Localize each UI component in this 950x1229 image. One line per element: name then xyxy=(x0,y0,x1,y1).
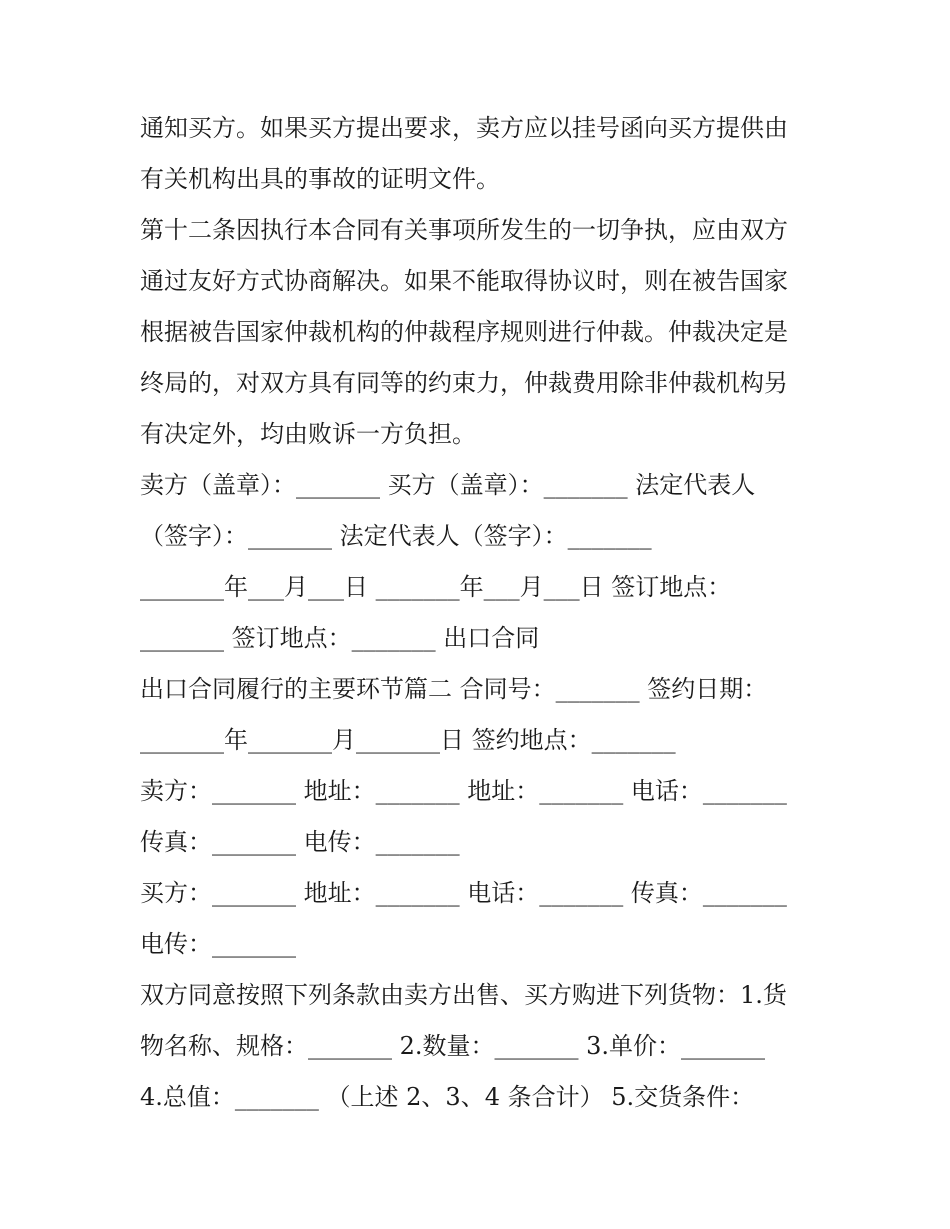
text-line: 电传：_______ xyxy=(140,930,296,958)
text-line: 根据被告国家仲裁机构的仲裁程序规则进行仲裁。仲裁决定是 xyxy=(140,318,788,346)
text-line: 第十二条因执行本合同有关事项所发生的一切争执，应由双方 xyxy=(140,216,788,244)
text-line: 卖方（盖章）：_______ 买方（盖章）：_______ 法定代表人 xyxy=(140,471,756,499)
text-line: _______年_______月_______日 签约地点：_______ xyxy=(140,726,676,754)
text-line: （签字）：_______ 法定代表人（签字）：_______ xyxy=(140,522,652,550)
text-line: 通过友好方式协商解决。如果不能取得协议时，则在被告国家 xyxy=(140,267,788,295)
text-line: 物名称、规格：_______ 2.数量：_______ 3.单价：_______ xyxy=(140,1032,766,1060)
text-line: 有关机构出具的事故的证明文件。 xyxy=(140,165,500,193)
text-line: _______ 签订地点：_______ 出口合同 xyxy=(140,624,540,652)
text-line: 双方同意按照下列条款由卖方出售、买方购进下列货物：1.货 xyxy=(140,981,787,1009)
text-line: 4.总值：_______ （上述 2、3、4 条合计） 5.交货条件： xyxy=(140,1083,755,1111)
text-line: 有决定外，均由败诉一方负担。 xyxy=(140,420,476,448)
text-line: 通知买方。如果买方提出要求，卖方应以挂号函向买方提供由 xyxy=(140,114,788,142)
text-line: 卖方：_______ 地址：_______ 地址：_______ 电话：_______ xyxy=(140,777,787,805)
text-line: 终局的，对双方具有同等的约束力，仲裁费用除非仲裁机构另 xyxy=(140,369,788,397)
text-line: 买方：_______ 地址：_______ 电话：_______ 传真：_______ xyxy=(140,879,787,907)
text-line: 传真：_______ 电传：_______ xyxy=(140,828,460,856)
text-line: _______年___月___日 _______年___月___日 签订地点： xyxy=(140,573,732,601)
text-line: 出口合同履行的主要环节篇二 合同号：_______ 签约日期： xyxy=(140,675,768,703)
document-body xyxy=(140,103,812,1123)
